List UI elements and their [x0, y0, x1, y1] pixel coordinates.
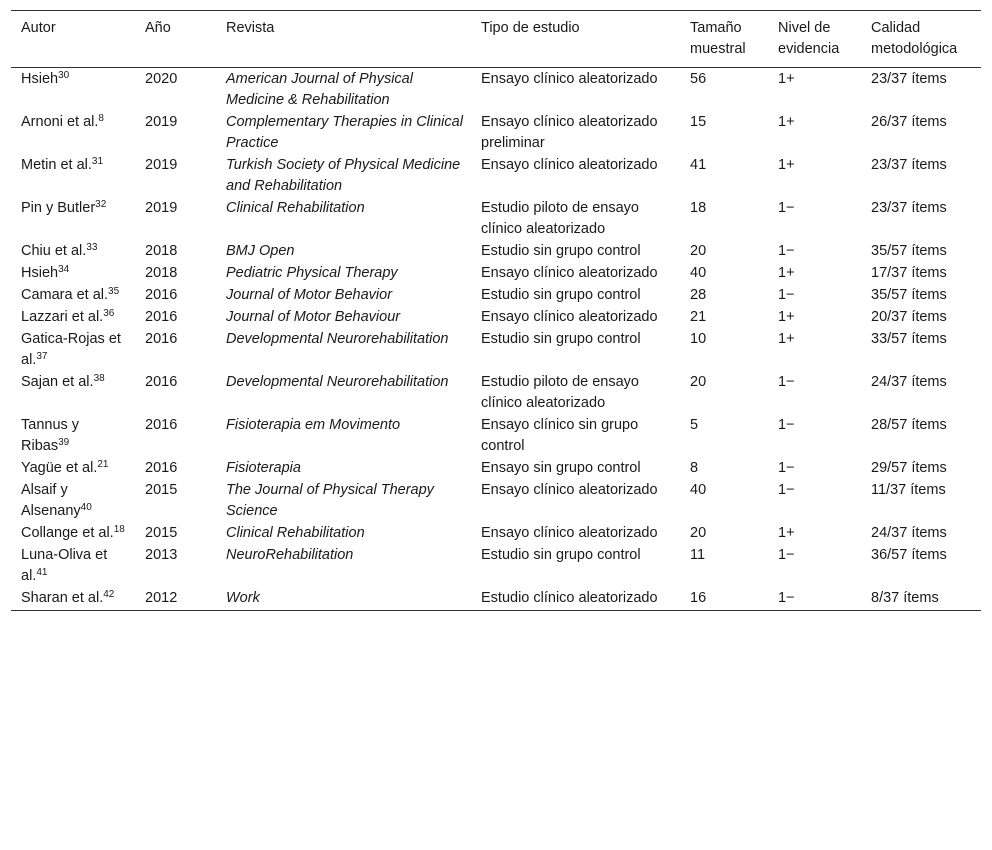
- cell-revista: Developmental Neurorehabilitation: [226, 374, 449, 390]
- table-row: [11, 112, 981, 155]
- cell-ano: 2016: [145, 287, 178, 303]
- cell-ano: 2016: [145, 331, 178, 347]
- cell-nivel: 1−: [778, 287, 795, 303]
- cell-autor: [11, 480, 135, 523]
- cell-autor: [11, 523, 135, 545]
- table-row: [11, 415, 981, 458]
- author-name: Alsaif y Alsenany: [21, 482, 81, 519]
- cell-calidad: 36/57 ítems: [871, 547, 947, 563]
- table-row: [11, 523, 981, 545]
- cell-tipo: Ensayo clínico aleatorizado: [481, 309, 658, 325]
- author-name: Pin y Butler: [21, 200, 96, 216]
- cell-tipo: Ensayo clínico sin grupo control: [481, 417, 639, 454]
- cell-tamano: 21: [690, 309, 707, 325]
- table-row: [11, 307, 981, 329]
- cell-nivel: 1−: [778, 590, 795, 606]
- cell-tamano: 40: [690, 482, 707, 498]
- cell-tipo: Ensayo clínico aleatorizado: [481, 525, 658, 541]
- cell-revista: Work: [226, 590, 260, 606]
- reference-number: 21: [97, 459, 109, 470]
- table-row: [11, 285, 981, 307]
- cell-ano: 2016: [145, 374, 178, 390]
- table-row: [11, 372, 981, 415]
- cell-tipo: Estudio sin grupo control: [481, 287, 641, 303]
- cell-tamano: 20: [690, 374, 707, 390]
- header-row: [11, 11, 981, 68]
- cell-nivel: 1+: [778, 309, 795, 325]
- table-row: [11, 68, 981, 113]
- cell-nivel: 1−: [778, 482, 795, 498]
- cell-calidad: 20/37 ítems: [871, 309, 947, 325]
- cell-calidad: 17/37 ítems: [871, 265, 947, 281]
- cell-tipo: Ensayo clínico aleatorizado: [481, 265, 658, 281]
- reference-number: 32: [95, 199, 107, 210]
- cell-tipo: Ensayo clínico aleatorizado preliminar: [481, 114, 658, 151]
- cell-autor: [11, 112, 135, 155]
- header-ano: Año: [145, 20, 171, 36]
- header-tamano: Tamaño muestral: [690, 20, 746, 57]
- author-name: Sajan et al.: [21, 374, 94, 390]
- cell-revista: American Journal of Physical Medicine & Rehabilitation: [226, 71, 413, 108]
- cell-nivel: 1+: [778, 157, 795, 173]
- cell-revista: Fisioterapia: [226, 460, 301, 476]
- cell-tamano: 18: [690, 200, 707, 216]
- cell-revista: Journal of Motor Behavior: [226, 287, 393, 303]
- cell-nivel: 1+: [778, 525, 795, 541]
- reference-number: 33: [86, 242, 98, 253]
- author-name: Chiu et al.: [21, 243, 87, 259]
- cell-tamano: 56: [690, 71, 707, 87]
- reference-number: 38: [93, 373, 105, 384]
- reference-number: 40: [80, 502, 92, 513]
- table-row: [11, 155, 981, 198]
- author-name: Hsieh: [21, 71, 59, 87]
- cell-nivel: 1−: [778, 417, 795, 433]
- cell-revista: Clinical Rehabilitation: [226, 525, 365, 541]
- table-row: [11, 545, 981, 588]
- author-name: Lazzari et al.: [21, 309, 104, 325]
- cell-calidad: 23/37 ítems: [871, 157, 947, 173]
- cell-calidad: 28/57 ítems: [871, 417, 947, 433]
- author-name: Collange et al.: [21, 525, 114, 541]
- cell-tamano: 16: [690, 590, 707, 606]
- table-row: [11, 329, 981, 372]
- cell-ano: 2020: [145, 71, 178, 87]
- cell-autor: [11, 263, 135, 285]
- cell-revista: Complementary Therapies in Clinical Practice: [226, 114, 463, 151]
- cell-nivel: 1−: [778, 547, 795, 563]
- table-row: [11, 458, 981, 480]
- cell-calidad: 33/57 ítems: [871, 331, 947, 347]
- author-name: Arnoni et al.: [21, 114, 99, 130]
- reference-number: 39: [58, 437, 70, 448]
- cell-calidad: 23/37 ítems: [871, 71, 947, 87]
- author-name: Metin et al.: [21, 157, 92, 173]
- table-header: [11, 11, 981, 68]
- cell-calidad: 29/57 ítems: [871, 460, 947, 476]
- author-name: Tannus y Ribas: [21, 417, 80, 454]
- cell-tamano: 10: [690, 331, 707, 347]
- author-name: Camara et al.: [21, 287, 109, 303]
- cell-nivel: 1+: [778, 114, 795, 130]
- cell-tamano: 41: [690, 157, 707, 173]
- cell-tipo: Estudio piloto de ensayo clínico aleatorizado: [481, 200, 639, 237]
- author-name: Sharan et al.: [21, 590, 104, 606]
- header-nivel: Nivel de evidencia: [778, 20, 840, 57]
- cell-ano: 2018: [145, 265, 178, 281]
- cell-revista: Clinical Rehabilitation: [226, 200, 365, 216]
- cell-autor: [11, 588, 135, 611]
- cell-ano: 2015: [145, 482, 178, 498]
- author-name: Luna-Oliva et al.: [21, 547, 108, 584]
- table-row: [11, 263, 981, 285]
- cell-calidad: 23/37 ítems: [871, 200, 947, 216]
- cell-autor: [11, 372, 135, 415]
- cell-ano: 2015: [145, 525, 178, 541]
- reference-number: 35: [108, 286, 120, 297]
- table-container: [11, 10, 981, 611]
- cell-revista: Developmental Neurorehabilitation: [226, 331, 449, 347]
- cell-calidad: 24/37 ítems: [871, 374, 947, 390]
- cell-tipo: Ensayo clínico aleatorizado: [481, 157, 658, 173]
- table-row: [11, 198, 981, 241]
- reference-number: 41: [36, 567, 48, 578]
- reference-number: 36: [103, 308, 115, 319]
- cell-ano: 2018: [145, 243, 178, 259]
- cell-ano: 2019: [145, 157, 178, 173]
- cell-calidad: 24/37 ítems: [871, 525, 947, 541]
- cell-autor: [11, 68, 135, 113]
- cell-calidad: 8/37 ítems: [871, 590, 939, 606]
- reference-number: 37: [36, 351, 48, 362]
- cell-autor: [11, 329, 135, 372]
- table-row: [11, 588, 981, 611]
- cell-tipo: Estudio sin grupo control: [481, 243, 641, 259]
- cell-tamano: 28: [690, 287, 707, 303]
- cell-autor: [11, 285, 135, 307]
- cell-tipo: Estudio sin grupo control: [481, 547, 641, 563]
- cell-ano: 2016: [145, 417, 178, 433]
- header-revista: Revista: [226, 20, 275, 36]
- cell-autor: [11, 241, 135, 263]
- cell-ano: 2016: [145, 460, 178, 476]
- cell-tipo: Ensayo sin grupo control: [481, 460, 641, 476]
- cell-tamano: 11: [690, 547, 706, 563]
- cell-calidad: 35/57 ítems: [871, 287, 947, 303]
- cell-nivel: 1−: [778, 460, 795, 476]
- cell-calidad: 35/57 ítems: [871, 243, 947, 259]
- cell-revista: The Journal of Physical Therapy Science: [226, 482, 434, 519]
- cell-tipo: Estudio clínico aleatorizado: [481, 590, 658, 606]
- cell-revista: Turkish Society of Physical Medicine and Rehabilitation: [226, 157, 461, 194]
- cell-nivel: 1+: [778, 331, 795, 347]
- cell-nivel: 1+: [778, 265, 795, 281]
- author-name: Hsieh: [21, 265, 59, 281]
- reference-number: 42: [103, 589, 115, 600]
- reference-number: 8: [98, 113, 104, 124]
- cell-calidad: 11/37 ítems: [871, 482, 946, 498]
- cell-tipo: Ensayo clínico aleatorizado: [481, 71, 658, 87]
- cell-ano: 2016: [145, 309, 178, 325]
- cell-nivel: 1−: [778, 200, 795, 216]
- cell-tamano: 20: [690, 525, 707, 541]
- header-autor: Autor: [21, 20, 56, 36]
- cell-tipo: Ensayo clínico aleatorizado: [481, 482, 658, 498]
- cell-calidad: 26/37 ítems: [871, 114, 947, 130]
- cell-autor: [11, 307, 135, 329]
- cell-autor: [11, 155, 135, 198]
- cell-tipo: Estudio piloto de ensayo clínico aleatorizado: [481, 374, 639, 411]
- cell-nivel: 1−: [778, 243, 795, 259]
- reference-number: 18: [113, 524, 125, 535]
- cell-autor: [11, 458, 135, 480]
- table-row: [11, 241, 981, 263]
- cell-autor: [11, 415, 135, 458]
- cell-tipo: Estudio sin grupo control: [481, 331, 641, 347]
- author-name: Yagüe et al.: [21, 460, 98, 476]
- header-calidad: Calidad metodológica: [871, 20, 958, 57]
- author-name: Gatica-Rojas et al.: [21, 331, 121, 368]
- cell-nivel: 1−: [778, 374, 795, 390]
- reference-number: 30: [58, 70, 70, 81]
- cell-tamano: 20: [690, 243, 707, 259]
- cell-revista: NeuroRehabilitation: [226, 547, 354, 563]
- cell-autor: [11, 545, 135, 588]
- reference-number: 34: [58, 264, 70, 275]
- header-tipo: Tipo de estudio: [481, 20, 580, 36]
- cell-ano: 2019: [145, 200, 178, 216]
- cell-nivel: 1+: [778, 71, 795, 87]
- cell-tamano: 40: [690, 265, 707, 281]
- cell-revista: Journal of Motor Behaviour: [226, 309, 401, 325]
- table-body: [11, 68, 981, 611]
- cell-tamano: 5: [690, 417, 699, 433]
- cell-ano: 2012: [145, 590, 178, 606]
- cell-revista: Fisioterapia em Movimento: [226, 417, 401, 433]
- table-row: [11, 480, 981, 523]
- cell-ano: 2013: [145, 547, 178, 563]
- cell-tamano: 8: [690, 460, 699, 476]
- cell-tamano: 15: [690, 114, 707, 130]
- cell-autor: [11, 198, 135, 241]
- studies-table: [11, 10, 981, 611]
- cell-revista: Pediatric Physical Therapy: [226, 265, 398, 281]
- cell-revista: BMJ Open: [226, 243, 295, 259]
- cell-ano: 2019: [145, 114, 178, 130]
- reference-number: 31: [91, 156, 104, 167]
